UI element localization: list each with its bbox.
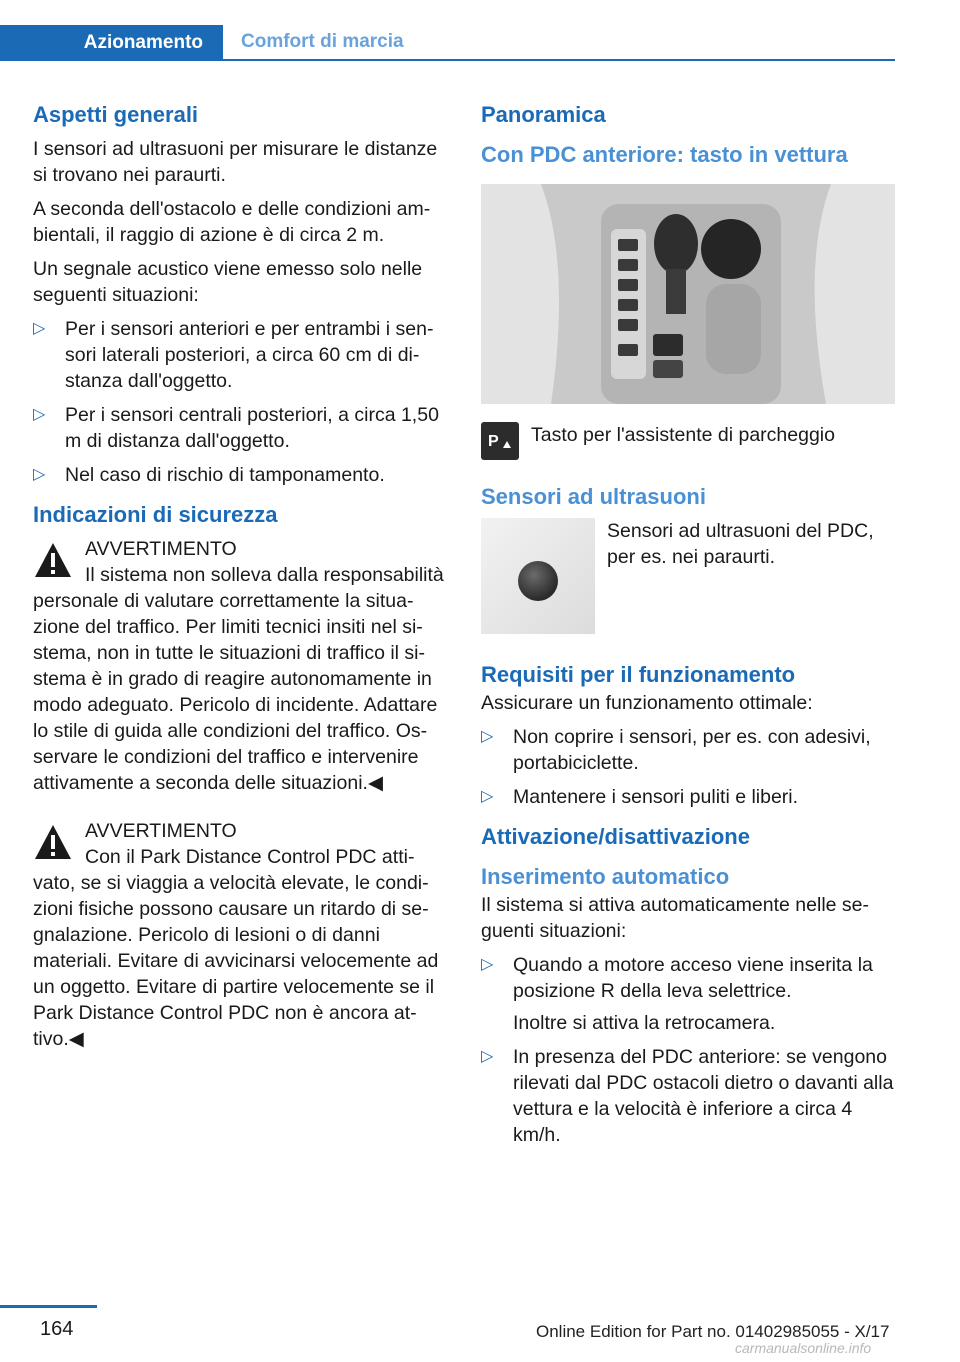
heading-safety: Indicazioni di sicurezza bbox=[33, 502, 278, 527]
heading-activation: Attivazione/disattivazione bbox=[481, 824, 750, 849]
list-bullet-icon: ▷ bbox=[481, 1048, 494, 1065]
list-item: ▷ Mantenere i sensori puliti e liberi. bbox=[481, 786, 799, 808]
heading-pdc-front: Con PDC anteriore: tasto in vettura bbox=[481, 142, 848, 167]
svg-text:P: P bbox=[488, 433, 499, 450]
footer-rule bbox=[0, 1305, 97, 1308]
parking-assist-button-icon bbox=[481, 422, 519, 460]
list-bullet-icon: ▷ bbox=[481, 956, 494, 973]
warning-title: AVVERTIMENTO bbox=[85, 538, 237, 560]
paragraph: A seconda dell'ostacolo e delle condizioni am- bientali, il raggio di azione è di circa 2 m. bbox=[33, 198, 431, 246]
paragraph: Il sistema si attiva automaticamente nelle se- guenti situazioni: bbox=[481, 894, 870, 942]
warning-triangle-icon bbox=[33, 822, 73, 862]
heading-overview: Panoramica bbox=[481, 102, 606, 127]
button-caption: Tasto per l'assistente di parcheggio bbox=[531, 424, 835, 446]
tab-comfort-di-marcia[interactable]: Comfort di marcia bbox=[223, 25, 895, 61]
button-caption-row bbox=[481, 422, 895, 460]
center-console-photo bbox=[481, 184, 895, 404]
heading-sensors: Sensori ad ultrasuoni bbox=[481, 484, 706, 509]
list-item: ▷ In presenza del PDC anteriore: se vengono rilevati dal PDC ostacoli dietro o davanti alla vettura e la velocità è inferiore a circa 4 km/h. bbox=[481, 1046, 894, 1146]
heading-requirements: Requisiti per il funzionamento bbox=[481, 662, 796, 687]
tab-azionamento[interactable]: Azionamento bbox=[0, 25, 223, 61]
warning-block bbox=[33, 818, 448, 1052]
ultrasonic-sensor-photo bbox=[481, 518, 595, 634]
page-number: 164 bbox=[40, 1318, 74, 1340]
list-bullet-icon: ▷ bbox=[33, 320, 46, 337]
left-column bbox=[33, 100, 448, 1052]
list-bullet-icon: ▷ bbox=[481, 788, 494, 805]
signal-list bbox=[33, 316, 448, 488]
auto-list bbox=[481, 952, 895, 1148]
paragraph: I sensori ad ultrasuoni per misurare le distanze si trovano nei paraurti. bbox=[33, 138, 438, 186]
warning-text: Il sistema non solleva dalla responsabilità personale di valutare correttamente la situa- zione del traffico. Per limiti tecnici insiti nel si- stema, non in tutte le situazioni di traffico il si- stema è in grado di reagire autonomamente in modo adeguato. Pericolo di incidente. Adattare lo stile di guida alle condizioni del traffico. Os- servare le condizioni del traffico e intervenire attivamente a seconda delle situazioni.◀ bbox=[33, 564, 444, 794]
sensor-dot bbox=[518, 561, 558, 601]
list-item: ▷ Non coprire i sensori, per es. con adesivi, portabiciclette. bbox=[481, 726, 871, 774]
warning-block bbox=[33, 536, 448, 796]
list-item: ▷ Per i sensori centrali posteriori, a circa 1,50 m di distanza dall'oggetto. bbox=[33, 404, 439, 452]
right-column bbox=[481, 100, 895, 1160]
heading-auto: Inserimento automatico bbox=[481, 864, 730, 889]
edition-note: Online Edition for Part no. 01402985055 - X/17 bbox=[536, 1322, 890, 1341]
sensor-row bbox=[481, 518, 895, 634]
list-item: ▷ Quando a motore acceso viene inserita la posizione R della leva selettrice. bbox=[481, 954, 873, 1002]
list-item: ▷ Per i sensori anteriori e per entrambi i sen- sori laterali posteriori, a circa 60 cm di di- stanza dall'oggetto. bbox=[33, 318, 434, 392]
center-console-illustration bbox=[481, 184, 895, 404]
paragraph: Un segnale acustico viene emesso solo nelle seguenti situazioni: bbox=[33, 258, 423, 306]
heading-general: Aspetti generali bbox=[33, 102, 199, 127]
warning-title: AVVERTIMENTO bbox=[85, 820, 237, 842]
paragraph: Assicurare un funzionamento ottimale: bbox=[481, 692, 813, 714]
list-bullet-icon: ▷ bbox=[481, 728, 494, 745]
list-bullet-icon: ▷ bbox=[33, 466, 46, 483]
warning-triangle-icon bbox=[33, 540, 73, 580]
list-item-note: Inoltre si attiva la retrocamera. bbox=[513, 1012, 776, 1034]
requirements-list bbox=[481, 724, 895, 810]
warning-text: Con il Park Distance Control PDC atti- vato, se si viaggia a velocità elevate, le condi- zioni fisiche possono causare un ritardo di se- gnalazione. Pericolo di lesioni o di danni materiali. Evitare di avvicinarsi velocemente ad un oggetto. Evitare di partire velocemente se il Park Distance Control PDC non è ancora at- tivo.◀ bbox=[33, 846, 439, 1050]
list-bullet-icon: ▷ bbox=[33, 406, 46, 423]
list-item: ▷ Nel caso di rischio di tamponamento. bbox=[33, 464, 385, 486]
watermark: carmanualsonline.info bbox=[735, 1340, 872, 1356]
chapter-header bbox=[0, 25, 895, 61]
sensor-caption: Sensori ad ultrasuoni del PDC, per es. nei paraurti. bbox=[607, 520, 874, 568]
